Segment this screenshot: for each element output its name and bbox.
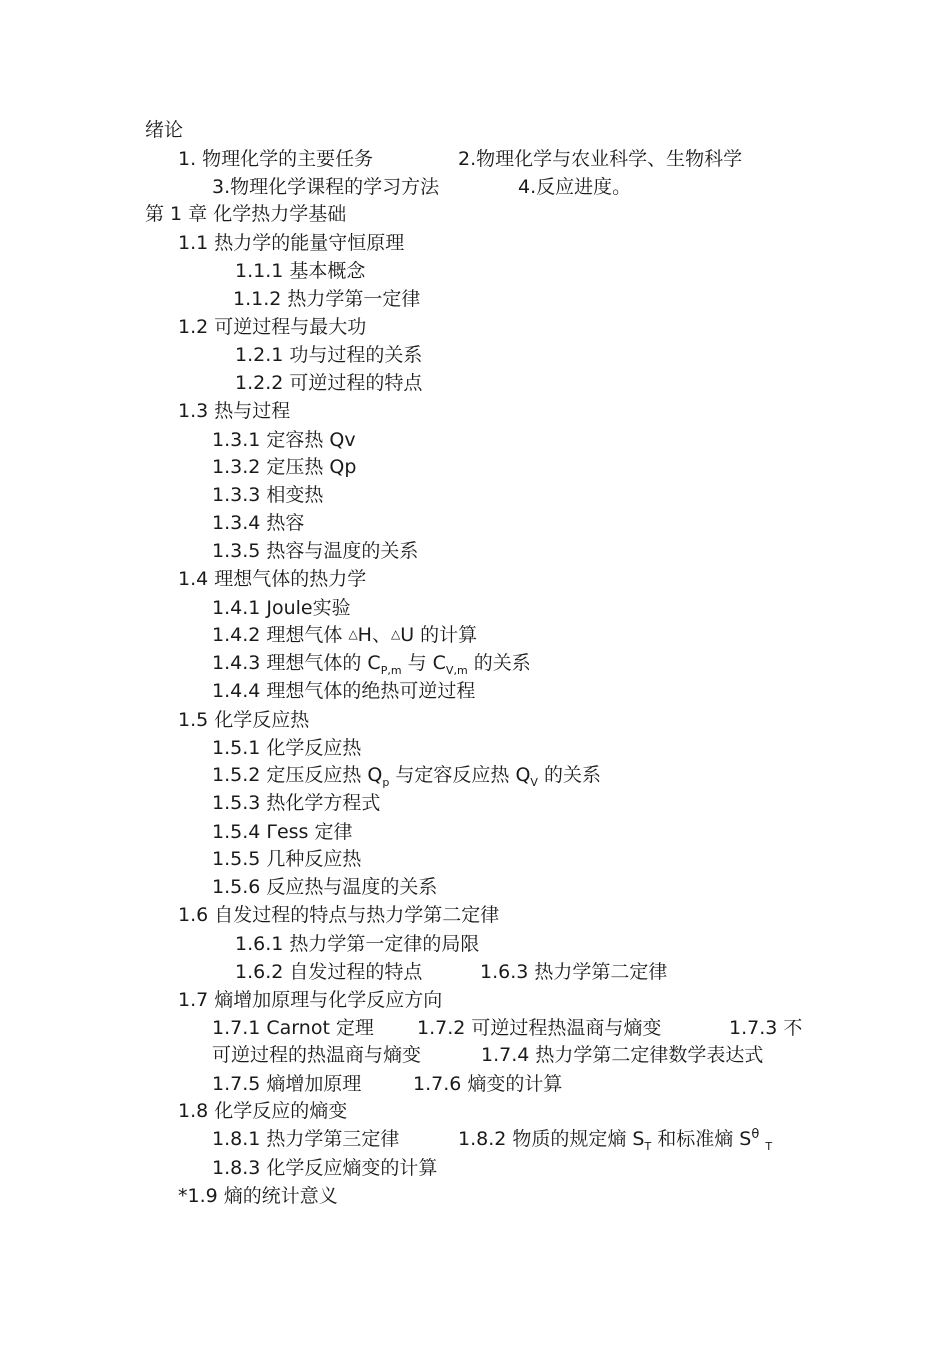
section-1-3: 1.3 热与过程 [178,400,291,422]
section-1-8-2-text-a: 1.8.2 物质的规定熵 S [458,1128,645,1150]
section-1-6-3: 1.6.3 热力学第二定律 [480,961,668,983]
section-1-5-2-sub-p: p [382,776,390,789]
section-1-3-1: 1.3.1 定容热 Qv [212,429,356,451]
section-1-6-2: 1.6.2 自发过程的特点 [235,961,423,983]
section-1-3-5: 1.3.5 热容与温度的关系 [212,540,419,562]
section-1-5-6: 1.5.6 反应热与温度的关系 [212,876,438,898]
section-1-4-3-text-a: 1.4.3 理想气体的 C [212,652,381,674]
intro-item-4: 4.反应进度。 [518,176,632,198]
section-1-4-3 [212,651,531,678]
section-1-1-2: 1.1.2 热力学第一定律 [233,288,421,310]
section-1-3-3: 1.3.3 相变热 [212,484,324,506]
delta-icon: △ [348,627,358,641]
section-1-5-2-sub-v: V [530,776,538,789]
section-1-7: 1.7 熵增加原理与化学反应方向 [178,989,443,1011]
section-1-1-1: 1.1.1 基本概念 [235,260,366,282]
section-1-6: 1.6 自发过程的特点与热力学第二定律 [178,904,500,926]
section-1-4-2-text-c: U 的计算 [400,624,478,646]
section-1-4-4: 1.4.4 理想气体的绝热可逆过程 [212,680,476,702]
section-1-8-2-sub-t2: T [765,1140,773,1153]
section-1-4: 1.4 理想气体的热力学 [178,568,367,590]
section-1-4-3-text-c: 与 C [401,652,446,674]
chapter-heading: 第 1 章 化学热力学基础 [145,203,347,225]
section-1-4-3-text-e: 的关系 [467,652,531,674]
section-1-5-2-text-a: 1.5.2 定压反应热 Q [212,764,383,786]
section-1-5-3: 1.5.3 热化学方程式 [212,792,381,814]
section-1-5-2-text-e: 的关系 [537,764,601,786]
section-1-7-1: 1.7.1 Carnot 定理 [212,1017,374,1039]
section-1-3-2: 1.3.2 定压热 Qp [212,456,357,478]
section-1-8-3: 1.8.3 化学反应熵变的计算 [212,1157,438,1179]
section-1-8-2-text-c: 和标准熵 S [651,1128,752,1150]
section-1-5-2 [212,763,601,790]
section-1-5-1: 1.5.1 化学反应热 [212,737,362,759]
intro-item-1: 1. 物理化学的主要任务 [178,148,374,170]
section-1-1: 1.1 热力学的能量守恒原理 [178,232,405,254]
section-1-4-3-sub-vm: V,m [445,664,468,677]
section-1-6-1: 1.6.1 热力学第一定律的局限 [235,933,480,955]
section-1-4-3-sub-pm: P,m [380,664,402,677]
intro-item-2: 2.物理化学与农业科学、生物科学 [458,148,743,170]
section-1-5-5: 1.5.5 几种反应热 [212,848,362,870]
delta-icon: △ [390,627,401,641]
section-1-4-2 [212,623,477,649]
section-1-8: 1.8 化学反应的熵变 [178,1100,348,1122]
section-1-8-2 [458,1127,772,1154]
section-1-2: 1.2 可逆过程与最大功 [178,316,367,338]
section-1-8-2-sup-theta: θ [751,1127,760,1142]
section-1-2-2: 1.2.2 可逆过程的特点 [235,372,423,394]
section-1-7-5: 1.7.5 熵增加原理 [212,1073,362,1095]
intro-item-3: 3.物理化学课程的学习方法 [212,176,440,198]
section-1-4-2-text-b: H、 [357,624,391,646]
section-1-7-2: 1.7.2 可逆过程热温商与熵变 [417,1017,662,1039]
intro-heading: 绪论 [145,119,184,141]
section-1-7-3-part-b: 可逆过程的热温商与熵变 [212,1044,422,1066]
section-1-7-3-part-a: 1.7.3 不 [729,1017,803,1039]
section-1-8-1: 1.8.1 热力学第三定律 [212,1128,400,1150]
section-1-2-1: 1.2.1 功与过程的关系 [235,344,423,366]
section-1-5-4: 1.5.4 Γess 定律 [212,821,353,843]
section-1-7-6: 1.7.6 熵变的计算 [413,1073,563,1095]
section-1-3-4: 1.3.4 热容 [212,512,305,534]
section-1-9: *1.9 熵的统计意义 [178,1185,338,1207]
section-1-5-2-text-c: 与定容反应热 Q [389,764,531,786]
section-1-7-4: 1.7.4 热力学第二定律数学表达式 [481,1044,764,1066]
section-1-8-2-sub-t: T [644,1140,652,1153]
section-1-5: 1.5 化学反应热 [178,709,310,731]
section-1-4-1: 1.4.1 Joule实验 [212,597,351,619]
section-1-4-2-text-a: 1.4.2 理想气体 [212,624,349,646]
